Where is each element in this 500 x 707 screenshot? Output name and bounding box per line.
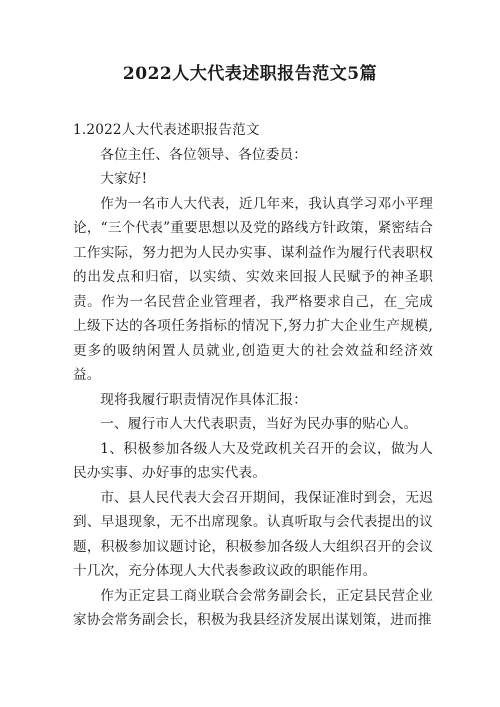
document-title: 2022人大代表述职报告范文5篇	[122, 64, 378, 84]
paragraph: 作为正定县工商业联合会常务副会长，正定县民营企业家协会常务副会长，积极为我县经济发展出谋划策，进而推	[73, 587, 433, 628]
paragraph: 作为一名市人大代表，近几年来，我认真学习邓小平理论，“三个代表”重要思想以及党的路线方针政策，紧密结合工作实际，努力把为人民办实事、谋利益作为履行代表职权的出发点和归宿，以实绩、实效来回报人民赋予的神圣职责。作为一名民营企业管理者，我严格要求自己，在_完成上级下达的各项任务指标的情况下,努力扩大企业生产规模,更多的吸纳闲置人员就业,创造更大的社会效益和经济效益。	[73, 195, 433, 383]
paragraph: 大家好!	[100, 171, 148, 187]
paragraph: 各位主任、各位领导、各位委员：	[100, 146, 308, 163]
document-body	[73, 118, 433, 633]
paragraph: 现将我履行职责情况作具体汇报：	[100, 391, 308, 408]
paragraph: 1.2022人大代表述职报告范文	[73, 122, 260, 138]
paragraph: 一、履行市人大代表职责，当好为民办事的贴心人。	[100, 416, 418, 432]
paragraph: 1、积极参加各级人大及党政机关召开的会议，做为人民办实事、办好事的忠实代表。	[73, 440, 433, 481]
paragraph: 市、县人民代表大会召开期间，我保证准时到会，无迟到、早退现象，无不出席现象。认真听取与会代表提出的议题，积极参加议题讨论，积极参加各级人大组织召开的会议十几次，充分体现人大代表参政议政的职能作用。	[73, 489, 433, 579]
